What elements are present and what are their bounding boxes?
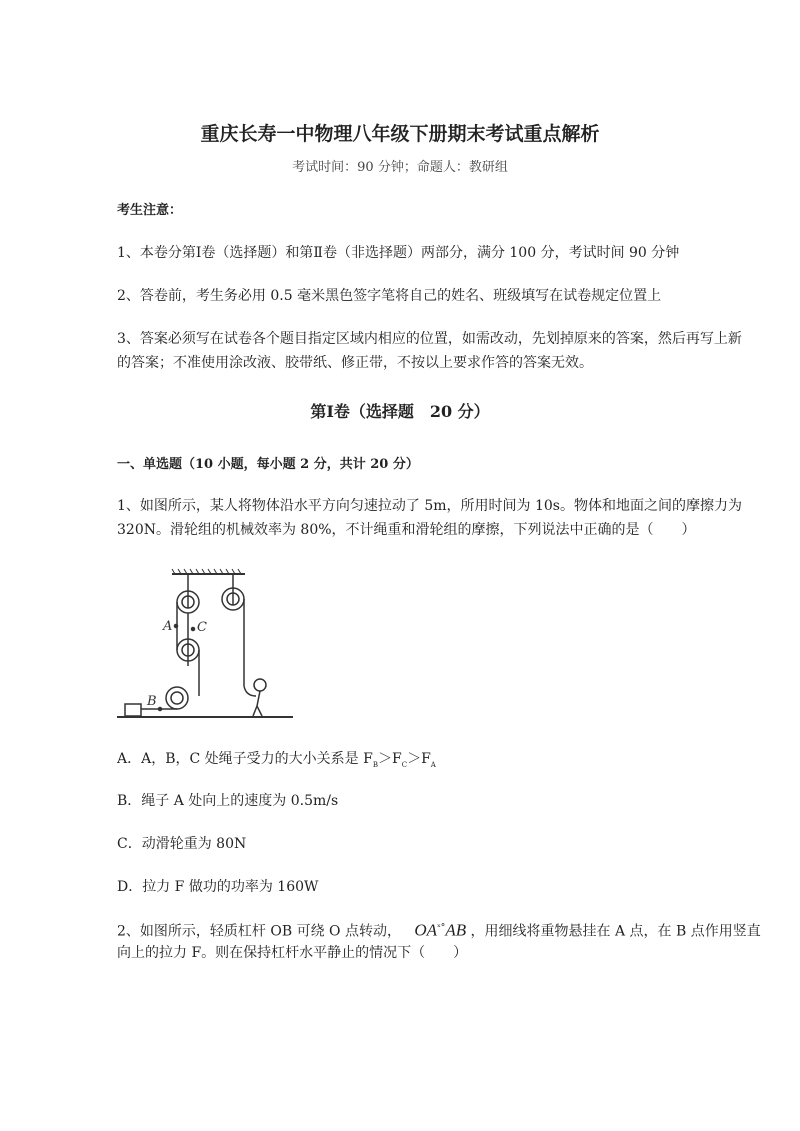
formula-ab: AB [445,920,467,940]
formula-symbol: ˣ° [436,923,446,933]
label-b: B [147,694,157,709]
notice-3: 3、答案必须写在试卷各个题目指定区域内相应的位置，如需改动，先划掉原来的答案，然后再写上新 [117,331,742,347]
pulley-figure [115,568,300,723]
formula-oa: OA [414,920,437,940]
part-heading: 一、单选题（10 小题，每小题 2 分，共计 20 分） [117,457,419,472]
q2-text-post: ，用细线将重物悬挂在 A 点，在 B 点作用竖直 [470,923,761,940]
sub-b: B [372,760,378,769]
subtitle: 考试时间：90 分钟；命题人：教研组 [292,160,508,175]
q2-line-2: 向上的拉力 F。则在保持杠杆水平静止的情况下（ ） [117,945,468,961]
notice-1: 1、本卷分第Ⅰ卷（选择题）和第Ⅱ卷（非选择题）两部分，满分 100 分，考试时间 90 分钟 [117,245,680,261]
sub-a: A [430,760,436,769]
option-a-text: A．A，B，C 处绳子受力的大小关系是 F [117,751,373,767]
q1-line-2: 320N。滑轮组的机械效率为 80%，不计绳重和滑轮组的摩擦，下列说法中正确的是（ ） [117,522,696,538]
section-title: 第Ⅰ卷（选择题 20 分） [310,402,490,421]
notice-heading: 考生注意： [117,203,183,218]
notice-2: 2、答卷前，考生务必用 0.5 毫米黑色签字笔将自己的姓名、班级填写在试卷规定位置上 [117,288,662,304]
q1-option-a[interactable] [117,749,436,775]
q2-text-pre: 2、如图所示，轻质杠杆 OB 可绕 O 点转动， [117,923,401,940]
gt-1: ＞F [378,751,402,767]
q1-option-d[interactable]: D．拉力 F 做功的功率为 160W [117,879,319,895]
page-title: 重庆长寿一中物理八年级下册期末考试重点解析 [200,123,600,145]
q1-line-1: 1、如图所示，某人将物体沿水平方向匀速拉动了 5m，所用时间为 10s。物体和地面之间的摩擦力为 [117,498,742,514]
q1-option-c[interactable]: C．动滑轮重为 80N [117,836,247,852]
sub-c: C [401,760,408,769]
notice-3-cont: 的答案；不准使用涂改液、胶带纸、修正带，不按以上要求作答的答案无效。 [117,355,593,371]
q1-option-b[interactable]: B．绳子 A 处向上的速度为 0.5m/s [117,793,339,809]
label-c: C [197,620,207,635]
gt-2: ＞F [407,751,431,767]
label-a: A [163,619,173,634]
q2-line-1 [117,918,761,942]
